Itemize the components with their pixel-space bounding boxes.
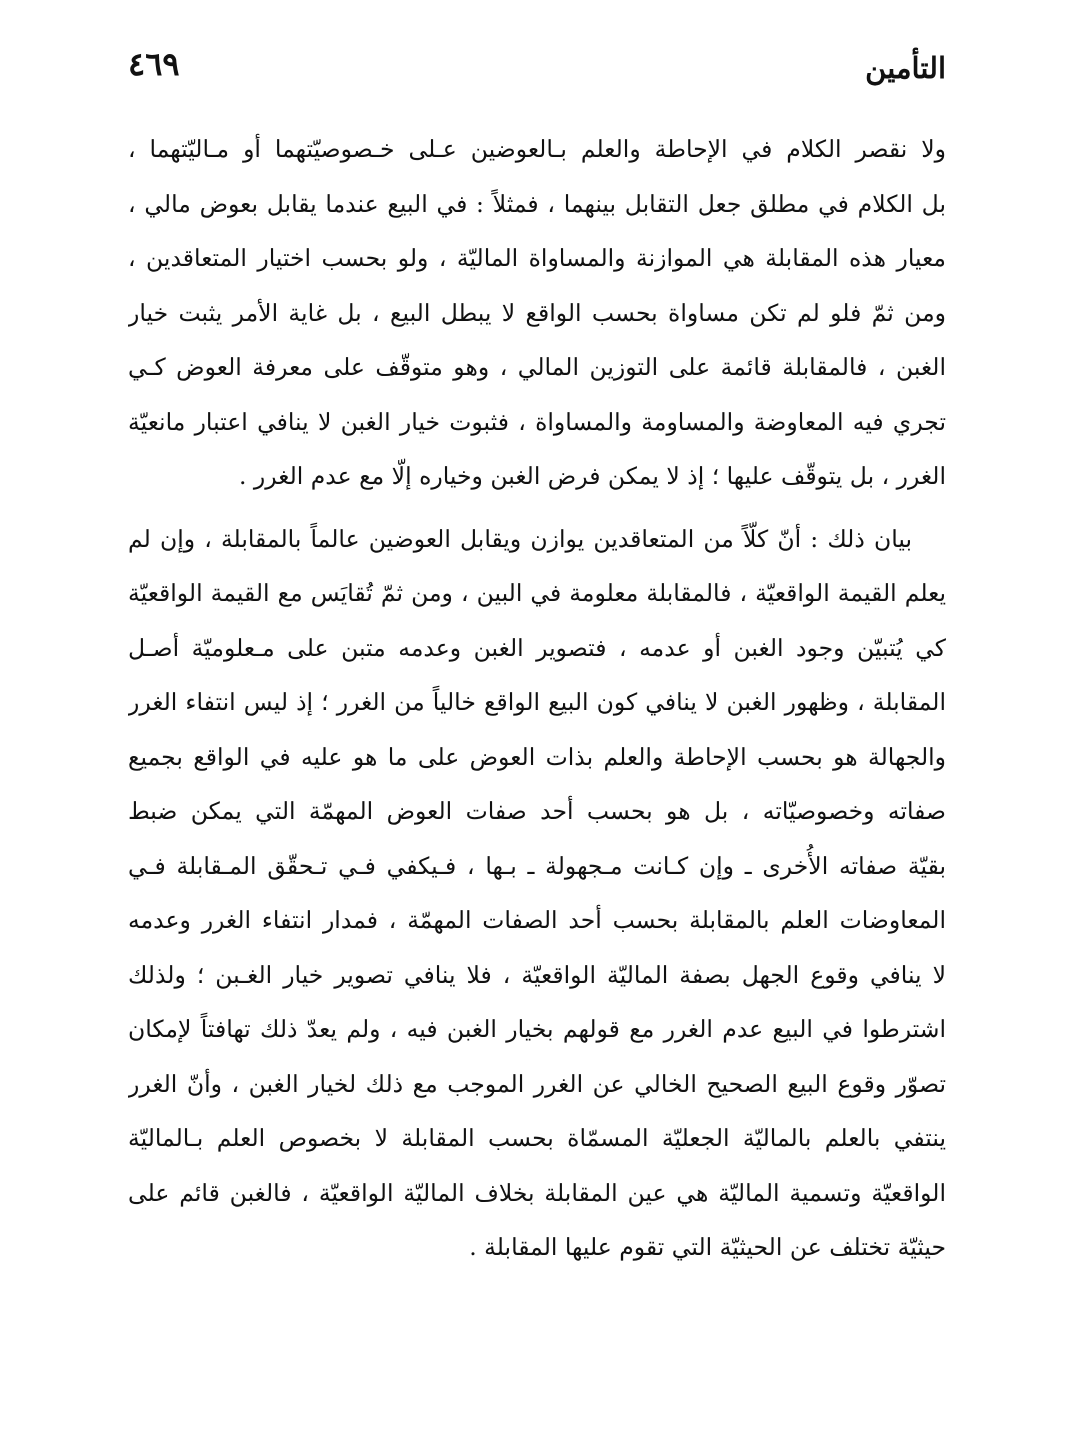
text-line: بقيّة صفاته الأُخرى ـ وإن كـانت مـجهولة ـ بـها ، فـيكفي فـي تـحقّق المـقابلة فـي (128, 851, 946, 880)
text-line: الغبن ، فالمقابلة قائمة على التوزين المالي ، وهو متوقّف على معرفة العوض كـي (128, 353, 946, 381)
text-line: لا ينافي وقوع الجهل بصفة الماليّة الواقعيّة ، فلا ينافي تصوير خيار الغـبن ؛ ولذلك (128, 960, 946, 989)
text-line: تصوّر وقوع البيع الصحيح الخالي عن الغرر الموجب مع ذلك لخيار الغبن ، وأنّ الغرر (128, 1069, 946, 1098)
text-line: الغرر ، بل يتوقّف عليها ؛ إذ لا يمكن فرض الغبن وخياره إلّا مع عدم الغرر . (238, 462, 946, 490)
text-line: بل الكلام في مطلق جعل التقابل بينهما ، فمثلاً : في البيع عندما يقابل بعوض مالي ، (128, 189, 946, 218)
text-line: معيار هذه المقابلة هي الموازنة والمساواة الماليّة ، ولو بحسب اختيار المتعاقدين ، (128, 244, 946, 272)
text-line: تجري فيه المعاوضة والمساومة والمساواة ، فثبوت خيار الغبن لا ينافي اعتبار مانعيّة (128, 407, 946, 436)
text-line: ومن ثمّ فلو لم تكن مساواة بحسب الواقع لا يبطل البيع ، بل غاية الأمر يثبت خيار (128, 298, 946, 327)
text-line: صفاته وخصوصيّاته ، بل هو بحسب أحد صفات العوض المهمّة التي يمكن ضبط (128, 797, 946, 825)
page-number: ٤٦٩ (128, 45, 180, 83)
text-line: بيان ذلك : أنّ كلّاً من المتعاقدين يوازن ويقابل العوضين عالماً بالمقابلة ، وإن لم (128, 524, 912, 553)
paragraph-2 (128, 512, 946, 1275)
running-header (128, 44, 946, 92)
text-line: يعلم القيمة الواقعيّة ، فالمقابلة معلومة في البين ، ومن ثمّ تُقايَس مع القيمة الواقعيّة (128, 579, 946, 607)
paragraph-gap (128, 504, 946, 512)
body-text (128, 122, 946, 1275)
text-line: كي يُتبيّن وجود الغبن أو عدمه ، فتصوير الغبن وعدمه متبن على مـعلوميّة أصـل (128, 633, 946, 662)
text-line: ينتفي بالعلم بالماليّة الجعليّة المسمّاة بحسب المقابلة لا بخصوص العلم بـالماليّة (128, 1124, 946, 1152)
text-line: المقابلة ، وظهور الغبن لا ينافي كون البيع الواقع خالياً من الغرر ؛ إذ ليس انتفاء الغرر (128, 688, 946, 716)
paragraph-1 (128, 122, 946, 504)
text-line: اشترطوا في البيع عدم الغرر مع قولهم بخيار الغبن فيه ، ولم يعدّ ذلك تهافتاً لإمكان (128, 1015, 946, 1043)
text-line: المعاوضات العلم بالمقابلة بحسب أحد الصفات المهمّة ، فمدار انتفاء الغرر وعدمه (128, 906, 946, 934)
text-line: والجهالة هو بحسب الإحاطة والعلم بذات العوض على ما هو عليه في الواقع بجميع (128, 742, 946, 771)
text-line: حيثيّة تختلف عن الحيثيّة التي تقوم عليها المقابلة . (469, 1233, 946, 1261)
header-title: التأمين (865, 51, 946, 85)
text-line: ولا نقصر الكلام في الإحاطة والعلم بـالعوضين عـلى خـصوصيّتهما أو مـاليّتهما ، (128, 135, 946, 163)
text-line: الواقعيّة وتسمية الماليّة هي عين المقابلة بخلاف الماليّة الواقعيّة ، فالغبن قائم على (128, 1178, 946, 1207)
